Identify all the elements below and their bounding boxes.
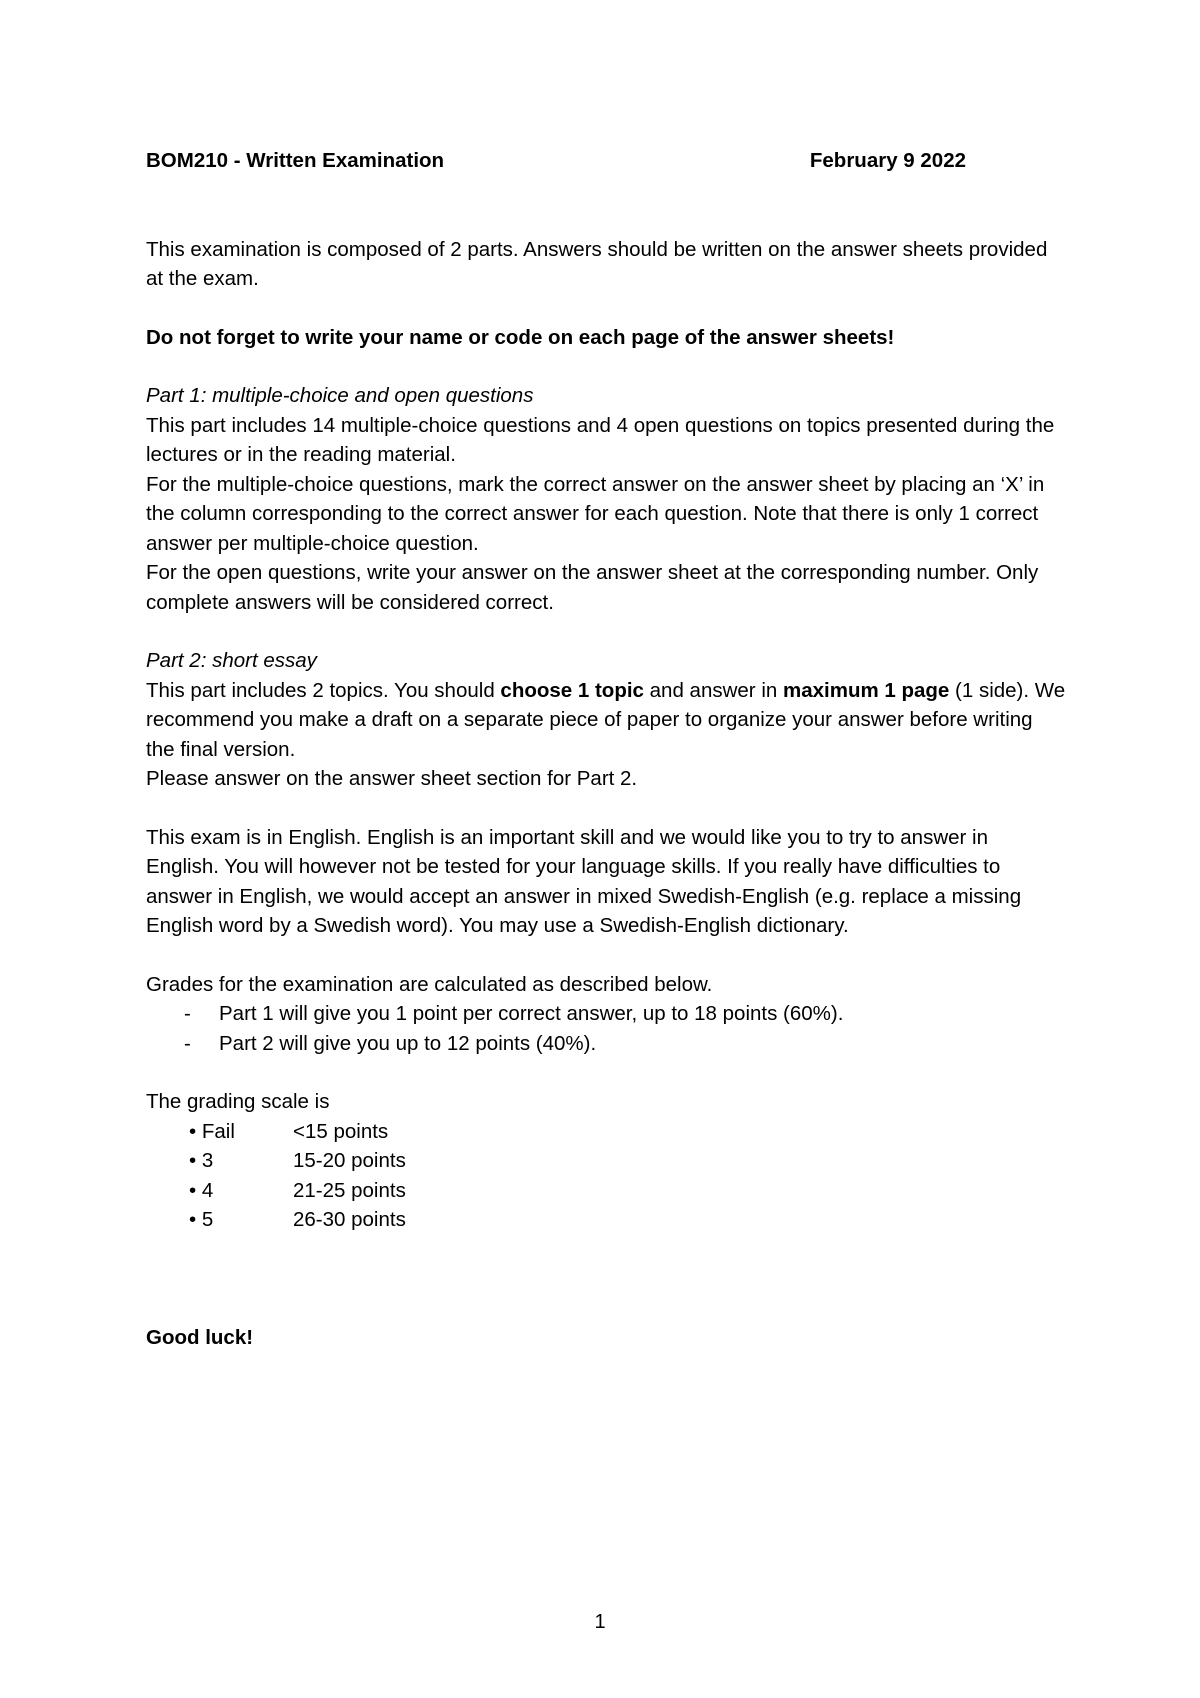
grading-scale-row [146, 1117, 1066, 1147]
grading-scale-section [146, 1087, 1066, 1235]
part1-description: This part includes 14 multiple-choice questions and 4 open questions on topics presented during the lectures or in the reading material. [146, 413, 1055, 466]
grade-points: 21-25 points [293, 1178, 406, 1202]
part1-open-question-instructions: For the open questions, write your answer on the answer sheet at the corresponding number. Only complete answers will be considered correct. [146, 561, 1039, 614]
part2-section [146, 646, 1066, 794]
part1-heading: Part 1: multiple-choice and open questions [146, 384, 534, 407]
grading-scale-list [146, 1117, 1066, 1235]
grading-scale-row [146, 1176, 1066, 1206]
grade-points: 15-20 points [293, 1149, 406, 1172]
reminder-paragraph: Do not forget to write your name or code on each page of the answer sheets! [146, 325, 895, 349]
part2-choose-topic: choose 1 topic [500, 678, 644, 702]
grades-item-text: Part 1 will give you 1 point per correct answer, up to 18 points (60%). [219, 1002, 844, 1025]
part2-answer-instructions: Please answer on the answer sheet section for Part 2. [146, 767, 638, 790]
grading-scale-row [146, 1146, 1066, 1176]
part2-text-b: and answer in [643, 678, 783, 702]
grading-scale-row [146, 1205, 1066, 1235]
grade-points: 26-30 points [293, 1208, 406, 1231]
grades-list-item [146, 999, 1066, 1029]
dash-bullet: - [184, 1002, 191, 1025]
course-title: BOM210 - Written Examination [146, 149, 445, 172]
part2-heading: Part 2: short essay [146, 649, 317, 672]
grade-points: <15 points [293, 1119, 389, 1143]
grades-list [146, 999, 1066, 1058]
page-content [146, 146, 1066, 1352]
closing-text: Good luck! [146, 1325, 254, 1349]
grade-label: • Fail [189, 1119, 235, 1143]
grading-scale-intro: The grading scale is [146, 1090, 330, 1113]
grade-label: • 5 [189, 1208, 214, 1231]
part2-description [146, 676, 1066, 765]
exam-date: February 9 2022 [809, 149, 966, 172]
grade-label: • 3 [189, 1149, 214, 1172]
intro-paragraph: This examination is composed of 2 parts. Answers should be written on the answer sheets provided at the exam. [146, 237, 1048, 290]
page-header [146, 146, 966, 176]
part1-multiple-choice-instructions: For the multiple-choice questions, mark the correct answer on the answer sheet by placing an ‘X’ in the column corresponding to the correct answer for each question. Note that there is only 1 correct answer per multiple-choice question. [146, 472, 1045, 555]
part2-max-page: maximum 1 page [782, 678, 950, 702]
grades-section [146, 970, 1066, 1059]
grades-item-text: Part 2 will give you up to 12 points (40%). [219, 1031, 597, 1055]
part2-text-c: (1 side). We recommend you make a draft on a separate piece of paper to organize your answer before writing the final version. [146, 678, 1066, 761]
part2-text-a: This part includes 2 topics. You should [146, 678, 501, 702]
part1-section [146, 381, 1066, 617]
grade-label: • 4 [189, 1178, 214, 1202]
language-paragraph: This exam is in English. English is an important skill and we would like you to try to answer in English. You will however not be tested for your language skills. If you really have difficulties to answer in English, we would accept an answer in mixed Swedish-English (e.g. replace a missing English word by a Swedish word). You may use a Swedish-English dictionary. [146, 825, 1022, 937]
grades-list-item [146, 1029, 1066, 1059]
page-number: 1 [594, 1611, 606, 1633]
dash-bullet: - [184, 1031, 191, 1055]
grades-intro: Grades for the examination are calculated as described below. [146, 972, 713, 996]
